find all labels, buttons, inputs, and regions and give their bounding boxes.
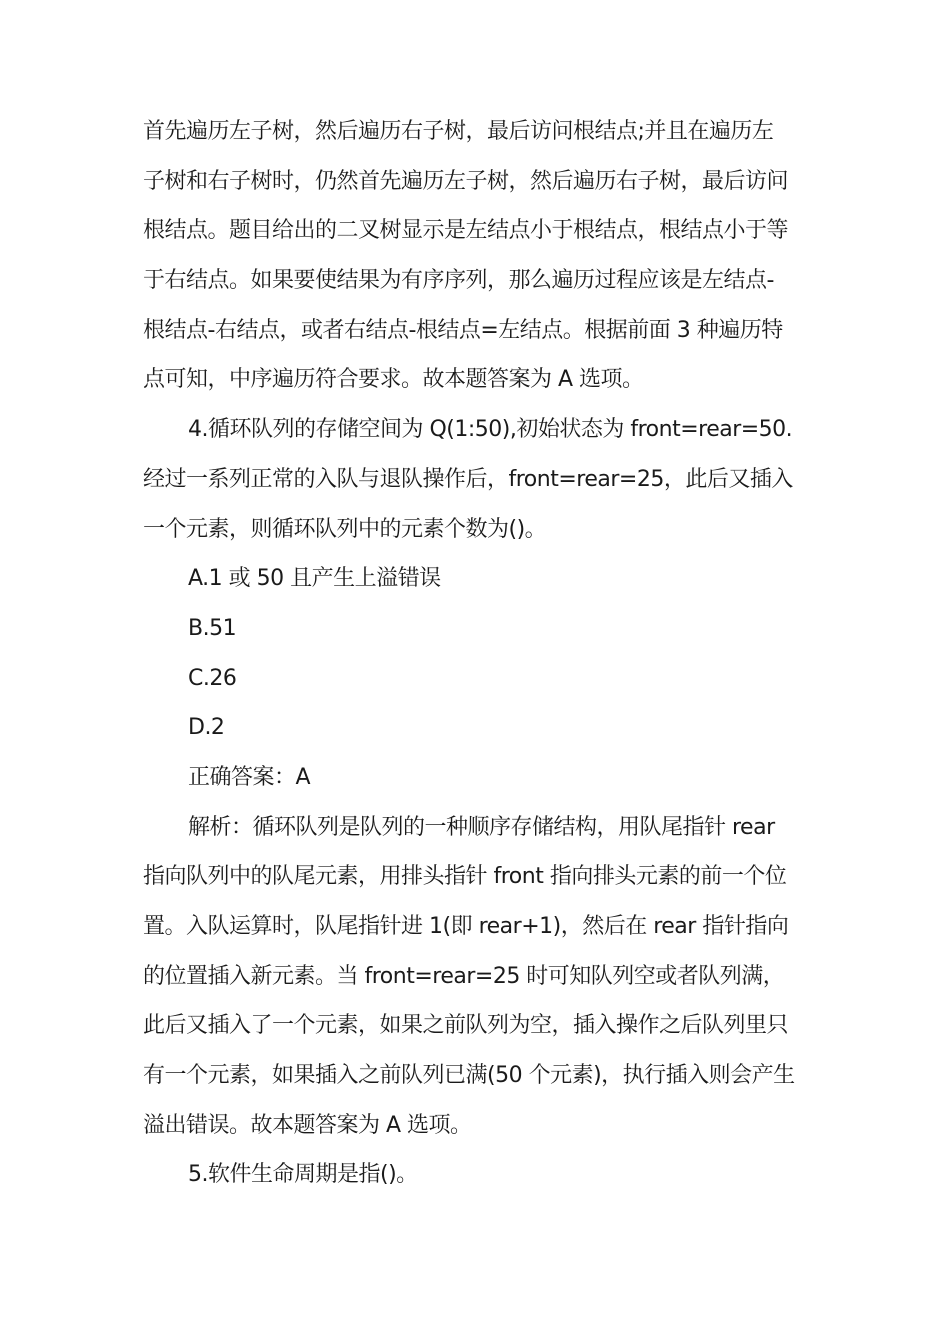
analysis-line: 有一个元素，如果插入之前队列已满(50 个元素)，执行插入则会产生	[143, 1063, 795, 1089]
text-line: 点可知，中序遍历符合要求。故本题答案为 A 选项。	[143, 367, 644, 393]
question-4-stem-line: 4.循环队列的存储空间为 Q(1:50),初始状态为 front=rear=50.	[188, 417, 793, 443]
option-a: A.1 或 50 且产生上溢错误	[188, 566, 441, 592]
question-4	[143, 405, 811, 1150]
question-4-stem-line: 一个元素，则循环队列中的元素个数为()。	[143, 516, 547, 542]
analysis-line: 溢出错误。故本题答案为 A 选项。	[143, 1112, 472, 1138]
analysis-line: 置。入队运算时，队尾指针进 1(即 rear+1)，然后在 rear 指针指向	[143, 914, 789, 939]
text-line: 首先遍历左子树，然后遍历右子树，最后访问根结点;并且在遍历左	[143, 119, 774, 144]
text-line: 根结点。题目给出的二叉树显示是左结点小于根结点，根结点小于等	[143, 218, 789, 244]
previous-explanation	[143, 107, 811, 405]
question-5	[143, 1150, 811, 1200]
text-line: 于右结点。如果要使结果为有序序列，那么遍历过程应该是左结点-	[143, 268, 774, 294]
analysis-line: 解析：循环队列是队列的一种顺序存储结构，用队尾指针 rear	[188, 814, 775, 840]
correct-answer: 正确答案：A	[188, 764, 311, 790]
option-d: D.2	[188, 715, 225, 741]
text-line: 根结点-右结点，或者右结点-根结点=左结点。根据前面 3 种遍历特	[143, 317, 783, 343]
option-b: B.51	[188, 615, 237, 641]
analysis-line: 此后又插入了一个元素，如果之前队列为空，插入操作之后队列里只	[143, 1013, 789, 1039]
question-5-stem: 5.软件生命周期是指()。	[188, 1162, 418, 1188]
analysis-line: 的位置插入新元素。当 front=rear=25 时可知队列空或者队列满，	[143, 963, 785, 989]
analysis-line: 指向队列中的队尾元素，用排头指针 front 指向排头元素的前一个位	[143, 864, 787, 890]
text-line: 子树和右子树时，仍然首先遍历左子树，然后遍历右子树，最后访问	[143, 168, 789, 194]
option-c: C.26	[188, 665, 237, 691]
question-4-stem-line: 经过一系列正常的入队与退队操作后，front=rear=25，此后又插入	[143, 466, 793, 492]
document-body	[143, 107, 811, 1200]
